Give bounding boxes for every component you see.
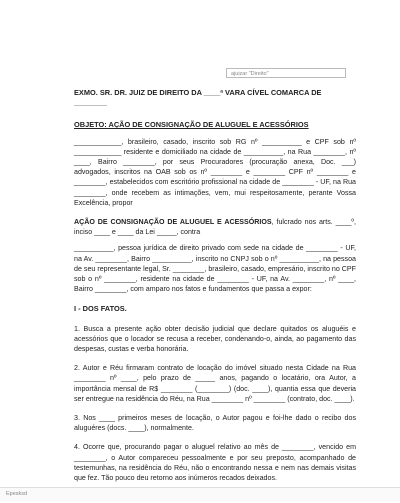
top-search-field[interactable]: ajuizar "Direito" <box>226 68 346 78</box>
fact-paragraph: 1. Busca a presente ação obter decisão judicial que declare quitados os aluguéis e acessórios que o locador se recusa a receber, condenando-o, ainda, ao pagamento das despesas, custas e verba honorária. <box>74 324 356 354</box>
plaintiff-qualification: ____________, brasileiro, casado, inscrito sob RG nº __________ e CPF sob nº ____________ residente e domiciliado na cidade de __________, na Rua ________, nº ____, Bairro ________, por seus Procuradores (procuração anexa, Doc. ___) advogados, inscritos na OAB sob os nº ________ e ________ CPF nº ________ e ________, estabelecidos com escritório profissional na cidade de ________ - UF, na Rua ________, onde recebem as intimações, vem, mui respeitosamente, perante Vossa Excelência, propor <box>74 137 356 207</box>
action-title <box>74 217 356 237</box>
section-title: I - DOS FATOS. <box>74 304 127 314</box>
fact-paragraph: 4. Ocorre que, procurando pagar o aluguel relativo ao mês de ________, vencido em ________, o Autor compareceu pessoalmente e por seu preposto, acompanhado de testemunhas, na residência do Réu, não o encontrando nessa e nem nas demais visitas que fez. Tão pouco deu retorno aos inúmeros recados deixados. <box>74 443 356 483</box>
document-heading: EXMO. SR. DR. JUIZ DE DIREITO DA ____ª VARA CÍVEL COMARCA DE ________ <box>74 88 322 108</box>
document-subject: OBJETO: AÇÃO DE CONSIGNAÇÃO DE ALUGUEL E ACESSÓRIOS <box>74 120 309 130</box>
page-footer <box>0 487 400 501</box>
fact-paragraph: 3. Nos ____ primeiros meses de locação, o Autor pagou e foi-lhe dado o recibo dos aluguéres (docs. ____), normalmente. <box>74 414 356 433</box>
fact-paragraph: 2. Autor e Réu firmaram contrato de locação do imóvel situado nesta Cidade na Rua ________ nº ____, pelo prazo de _____ anos, pagando o locatário, ora Autor, a importância mensal de R$ ________ (________) (doc. ____), quantia essa que deveria ser entregue na residência do Réu, na Rua ________ nº ________ (contrato, doc. ____). <box>74 364 356 403</box>
action-title-bold: AÇÃO DE CONSIGNAÇÃO DE ALUGUEL E ACESSÓRIOS <box>74 218 272 227</box>
defendant-qualification: __________, pessoa jurídica de direito privado com sede na cidade de ________ - UF, na Av. ________, Bairro __________, inscrito no CNPJ sob o nº __________, na pessoa de seu representante legal, Sr. ________, brasileiro, casado, empresário, inscrito no CPF sob o nº ________, residente na cidade de ________ - UF, na Av. ________, nº ____, Bairro ________, com amparo nos fatos e fundamentos que passa a expor: <box>74 244 356 294</box>
footer-label: Epesksd <box>6 491 28 497</box>
action-title-rest: , fulcrado nos arts. ____º, inciso ____ e ____ da Lei _____, contra <box>74 218 356 237</box>
document-body <box>74 88 356 503</box>
